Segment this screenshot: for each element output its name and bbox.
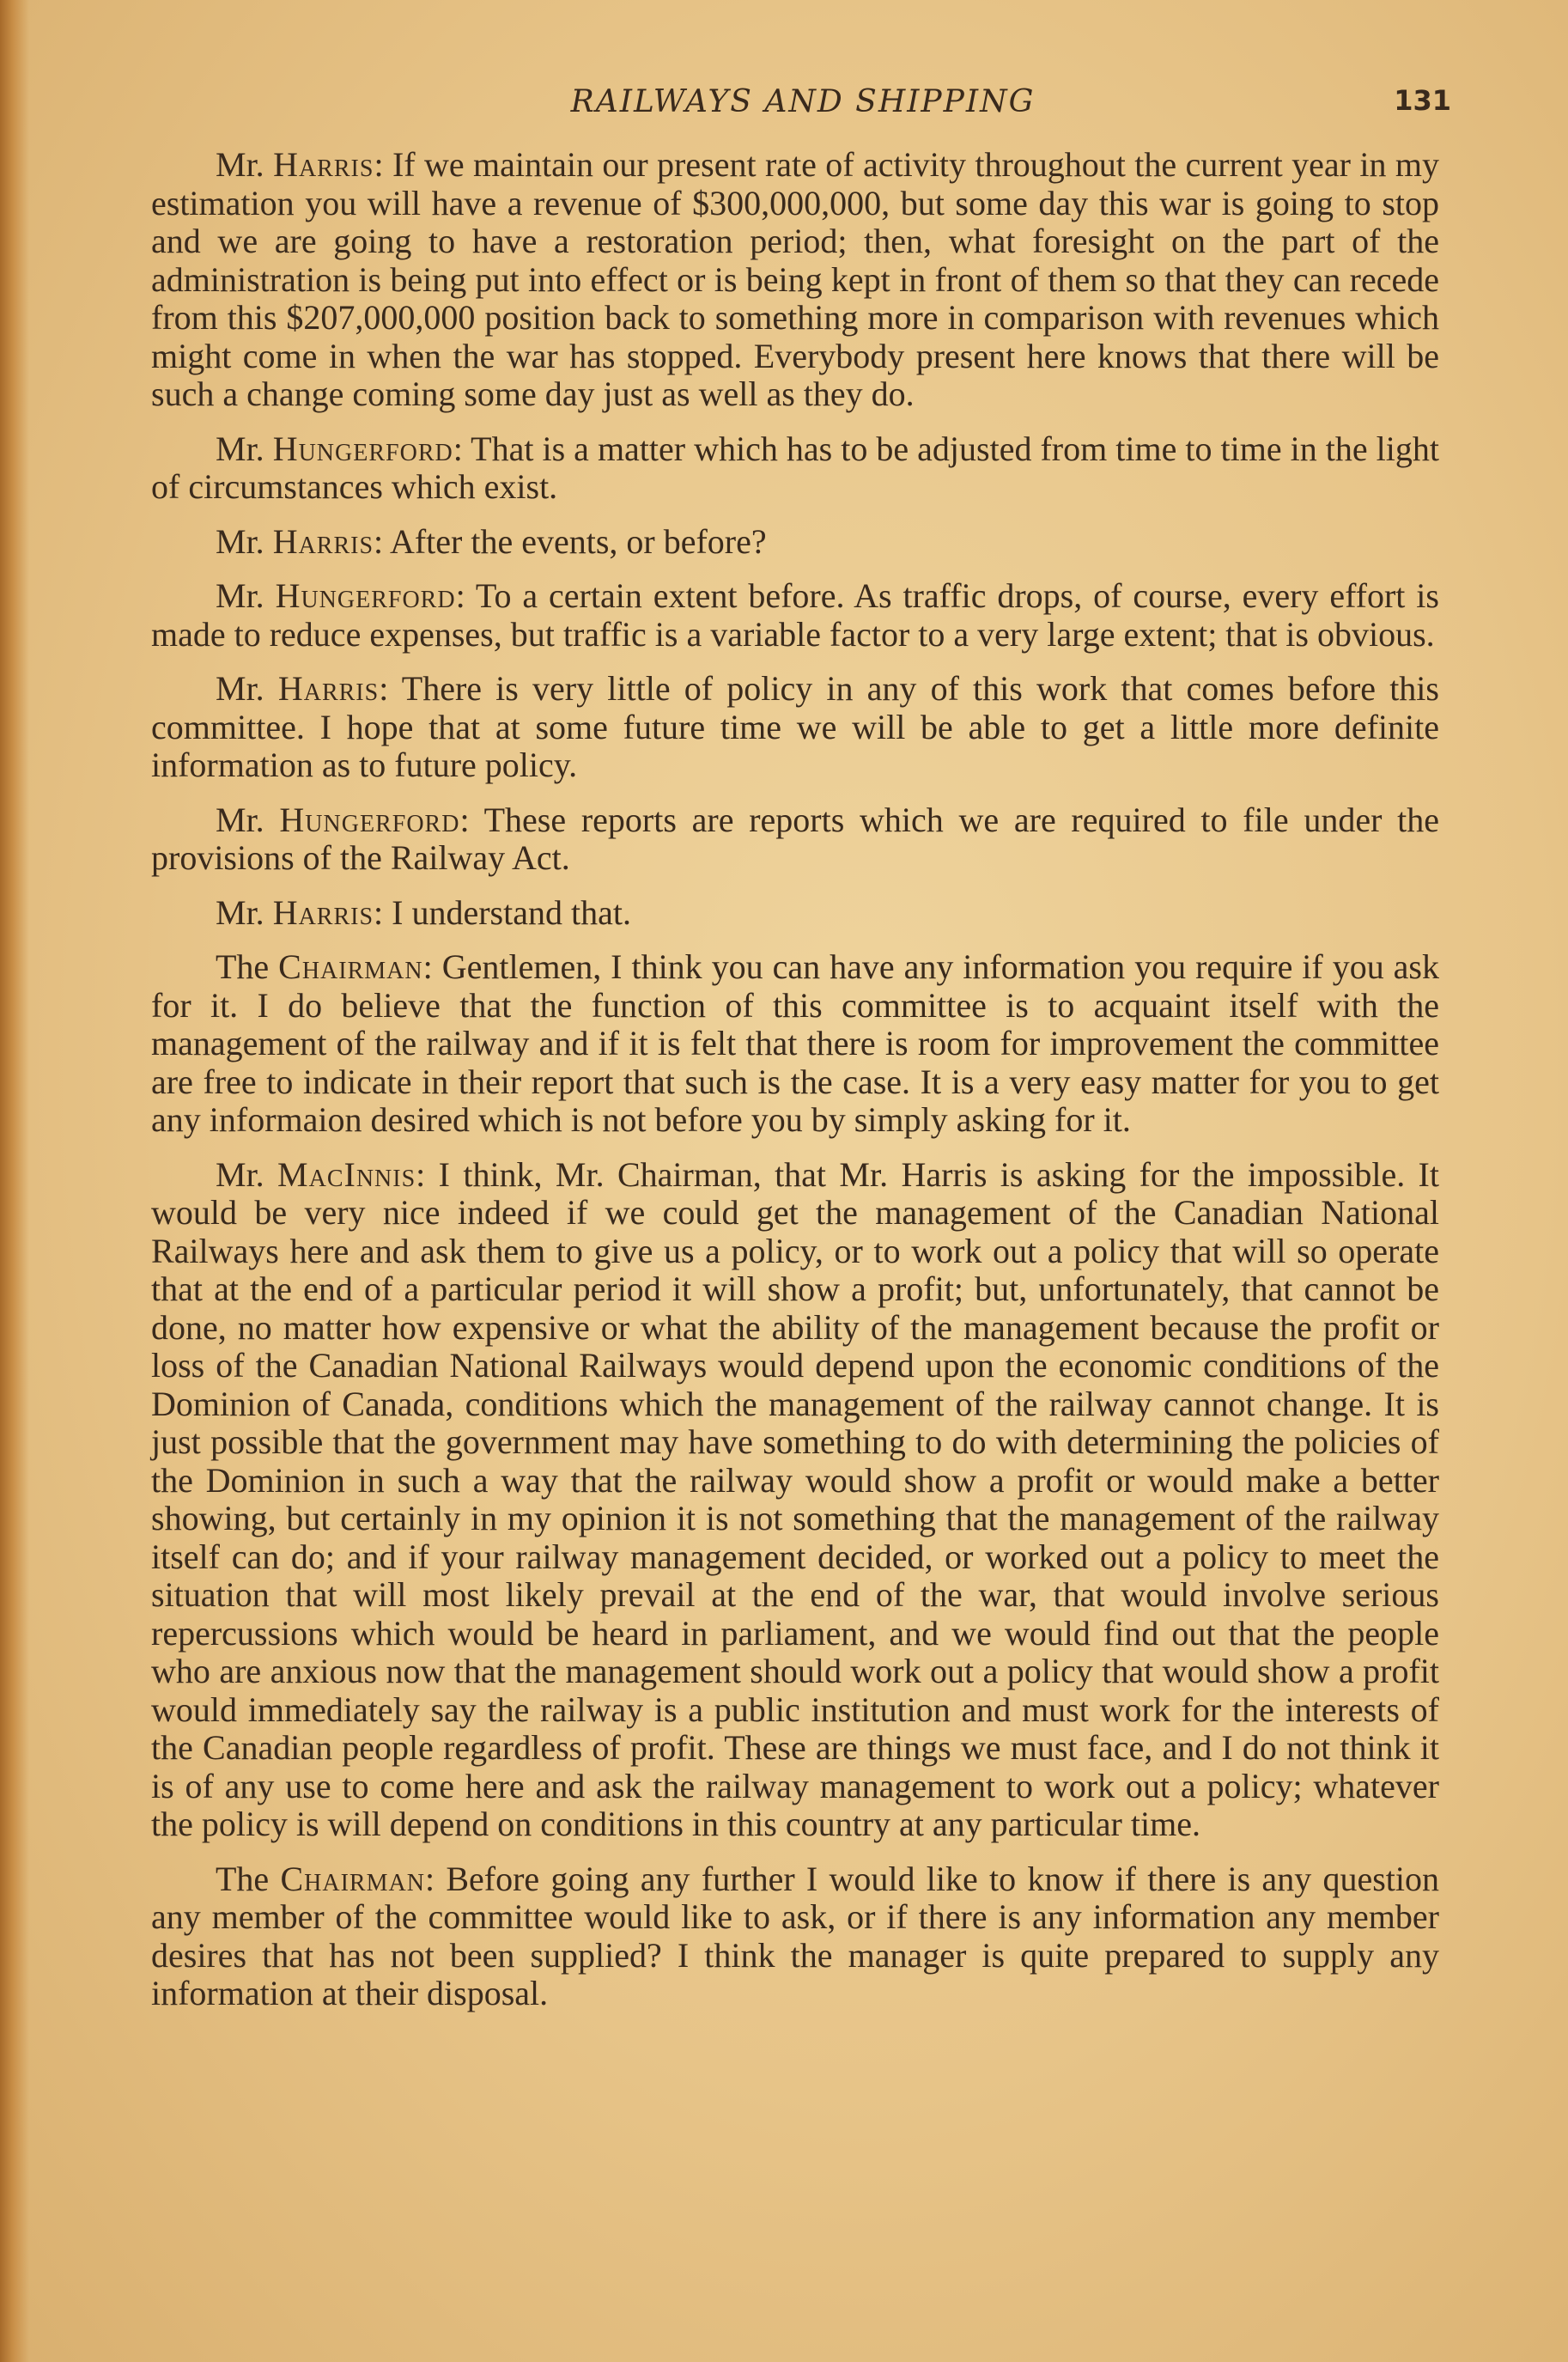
speaker-prefix: The: [216, 947, 279, 986]
paragraph: [151, 1860, 1439, 2013]
speaker-prefix: Mr.: [216, 669, 278, 708]
paragraph-text: : These reports are reports which we are required to file under the provisions of the Railway Act.: [151, 800, 1439, 877]
speaker-name: MacInnis: [277, 1154, 416, 1194]
speaker-name: Chairman: [280, 1859, 425, 1898]
paragraph: [151, 948, 1439, 1140]
paragraph: [151, 146, 1439, 414]
speaker-name: Harris: [273, 145, 374, 184]
paragraph: [151, 801, 1439, 878]
speaker-prefix: Mr.: [216, 1154, 278, 1194]
speaker-name: Hungerford: [272, 429, 453, 468]
paragraph-text: : I understand that.: [374, 892, 631, 932]
speaker-name: Harris: [277, 669, 380, 708]
paragraph: [151, 523, 1439, 562]
paragraph: [151, 894, 1439, 933]
speaker-name: Harris: [272, 892, 374, 932]
speaker-name: Hungerford: [275, 576, 456, 615]
paragraph: [151, 430, 1439, 507]
speaker-name: Chairman: [278, 947, 423, 986]
speaker-prefix: Mr.: [216, 800, 280, 839]
paragraph-text: : That is a matter which has to be adjusted from time to time in the light of circumstances which exist.: [151, 429, 1439, 506]
page-spine-shadow: [0, 0, 29, 2362]
paragraph-text: : I think, Mr. Chairman, that Mr. Harris is asking for the impossible. It would be very nice indeed if we could get the management of the Canadian National Railways here and ask them to give us a policy, or to work out a policy that will so operate that at the end of a particular period it will show a profit; but, unfortunately, that cannot be done, no matter how expensive or what the ability of the management because the profit or loss of the Canadian National Railways would depend upon the economic conditions of the Dominion of Canada, conditions which the management of the railway cannot change. It is just possible that the government may have something to do with determining the policies of the Dominion in such a way that the railway would show a profit or would make a better showing, but certainly in my opinion it is not something that the management of the railway itself can do; and if your railway management decided, or worked out a policy to meet the situation that will most likely prevail at the end of the war, that would involve serious repercussions which would be heard in parliament, and we would find out that the people who are anxious now that the management should work out a policy that would show a profit would immediately say the railway is a public institution and must work for the interests of the Canadian people regardless of profit. These are things we must face, and I do not think it is of any use to come here and ask the railway management to work out a policy; whatever the policy is will depend on conditions in this country at any particular time.: [151, 1154, 1439, 1843]
paragraph-text: : Gentlemen, I think you can have any information you require if you ask for it. I do believe that the function of this committee is to acquaint itself with the management of the railway and if it is felt that there is room for improvement the committee are free to indicate in their report that such is the case. It is a very easy matter for you to get any informaion desired which is not before you by simply asking for it.: [151, 947, 1439, 1139]
paragraph: [151, 577, 1439, 654]
paragraph: [151, 670, 1439, 785]
paragraph-text: : If we maintain our present rate of activity throughout the current year in my estimation you will have a revenue of $300,000,000, but some day this war is going to stop and we are going to have a restoration period; then, what foresight on the part of the administration is being put into effect or is being kept in front of them so that they can recede from this $207,000,000 position back to something more in comparison with revenues which might come in when the war has stopped. Everybody present here knows that there will be such a change coming some day just as well as they do.: [151, 145, 1439, 413]
speaker-prefix: Mr.: [216, 576, 276, 615]
running-title: RAILWAYS AND SHIPPING: [570, 84, 1036, 119]
paragraph-text: : There is very little of policy in any of this work that comes before this committee. I hope that at some future time we will be able to get a little more definite information as to future policy.: [151, 669, 1439, 784]
paragraph-text: : Before going any further I would like to know if there is any question any member of the committee would like to ask, or if there is any information any member desires that has not been supplied? I think the manager is quite prepared to supply any information at their disposal.: [151, 1859, 1440, 2012]
body-text: [151, 146, 1439, 2030]
speaker-prefix: Mr.: [216, 429, 273, 468]
speaker-prefix: The: [216, 1859, 281, 1898]
page-header: [155, 79, 1451, 131]
speaker-name: Harris: [272, 521, 374, 561]
paragraph-text: : To a certain extent before. As traffic drops, of course, every effort is made to reduce expenses, but traffic is a variable factor to a very large extent; that is obvious.: [151, 576, 1439, 654]
paragraph-text: : After the events, or before?: [374, 521, 767, 561]
speaker-name: Hungerford: [279, 800, 460, 839]
speaker-prefix: Mr.: [216, 892, 273, 932]
page-number: 131: [1394, 84, 1451, 117]
speaker-prefix: Mr.: [216, 145, 274, 184]
paragraph: [151, 1156, 1439, 1844]
speaker-prefix: Mr.: [216, 521, 273, 561]
